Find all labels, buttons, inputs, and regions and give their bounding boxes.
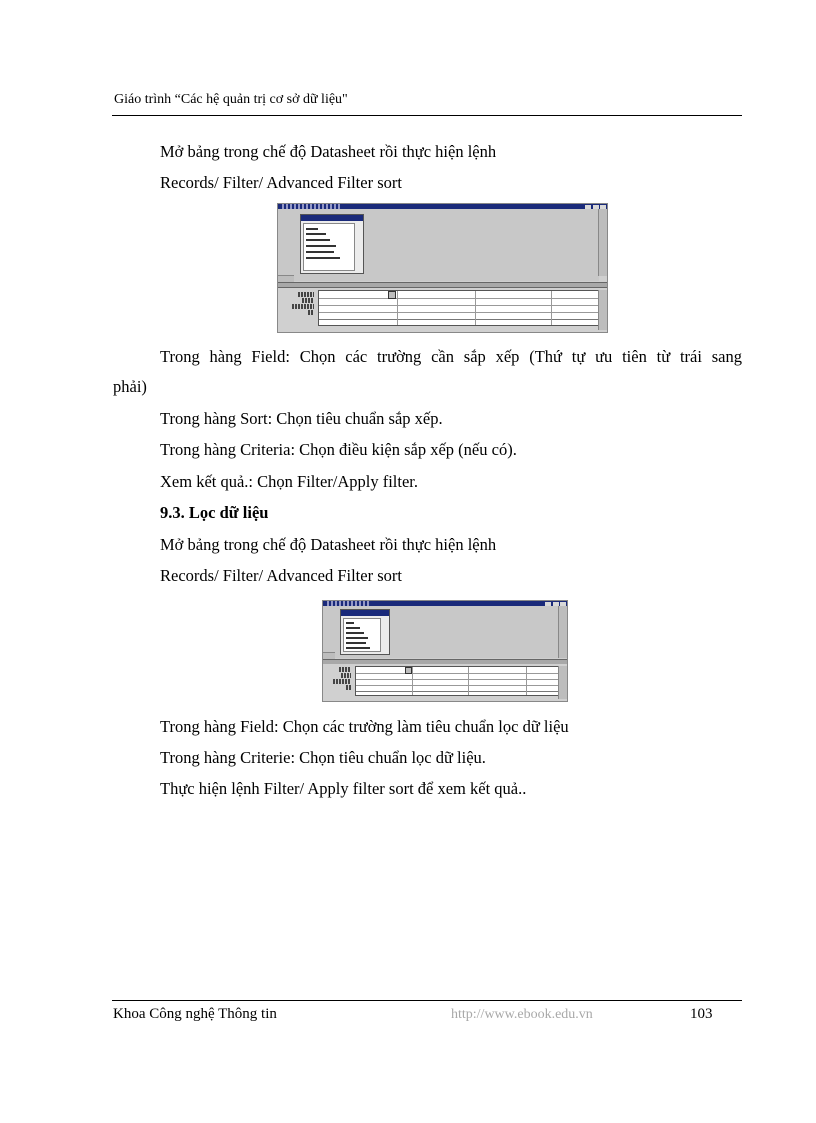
header-rule [112,115,742,116]
filter-criterie-instruction: Trong hàng Criterie: Chọn tiêu chuẩn lọc dữ liệu. [160,748,486,767]
sort-field-instruction: Trong hàng Field: Chọn các trường cần sắp xếp (Thứ tự ưu tiên từ trái sang [160,347,742,366]
footer-url: http://www.ebook.edu.vn [451,1007,593,1022]
filter-field-instruction: Trong hàng Field: Chọn các trường làm tiêu chuẩn lọc dữ liệu [160,717,569,736]
footer-department: Khoa Công nghệ Thông tin [113,1006,277,1022]
filter-command-line: Records/ Filter/ Advanced Filter sort [160,566,402,585]
footer-rule [112,1000,742,1001]
filter-apply-instruction: Thực hiện lệnh Filter/ Apply filter sort để xem kết quả.. [160,779,527,798]
criteria-row-instruction: Trong hàng Criteria: Chọn điều kiện sắp xếp (nếu có). [160,440,517,459]
advanced-filter-screenshot-2 [322,600,568,702]
sort-intro-line: Mở bảng trong chế độ Datasheet rồi thực hiện lệnh [160,142,497,161]
sort-row-instruction: Trong hàng Sort: Chọn tiêu chuẩn sắp xếp. [160,409,443,428]
page-number: 103 [690,1006,713,1022]
sort-field-instruction-cont: phải) [113,377,147,396]
section-heading-filter: 9.3. Lọc dữ liệu [160,503,269,522]
advanced-filter-screenshot-1 [277,203,608,333]
sort-result-instruction: Xem kết quả.: Chọn Filter/Apply filter. [160,472,419,491]
sort-command-line: Records/ Filter/ Advanced Filter sort [160,173,402,192]
running-header: Giáo trình “Các hệ quản trị cơ sở dữ liệu" [114,92,348,107]
filter-intro-line: Mở bảng trong chế độ Datasheet rồi thực hiện lệnh [160,535,497,554]
